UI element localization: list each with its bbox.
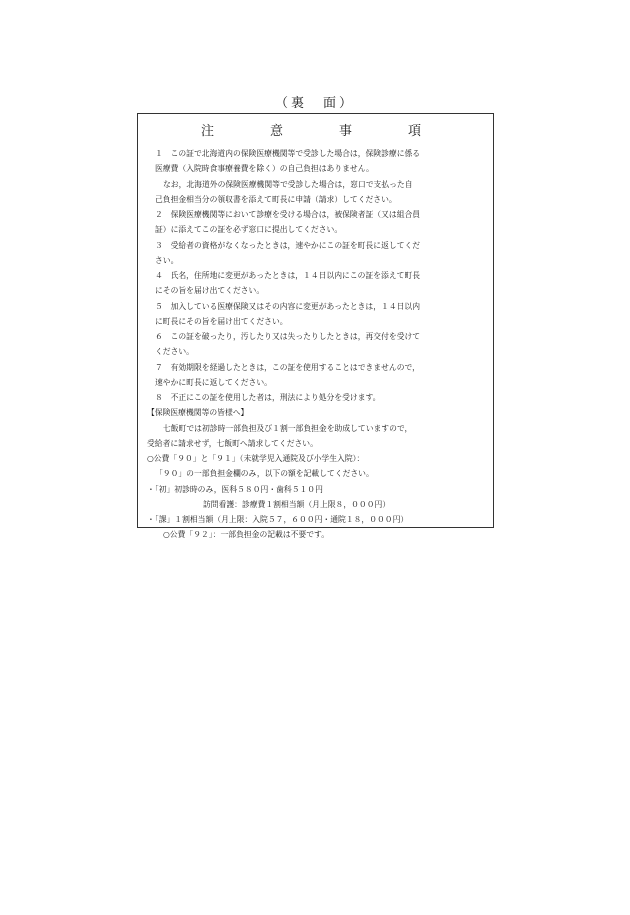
notice-line: 受給者に請求せず，七飯町へ請求してください。 (147, 438, 318, 448)
notice-line: １ この証で北海道内の保険医療機関等で受診した場合は，保険診療に係る (155, 149, 421, 158)
notice-line: ・「初」初診時のみ，医科５８０円・歯科５１０円 (147, 484, 323, 494)
notice-line: 訪問看護：診療費１割相当額（月上限８，０００円） (203, 499, 391, 509)
notice-line: ３ 受給者の資格がなくなったときは，速やかにこの証を町長に返してくだ (155, 240, 421, 250)
notice-line: 証）に添えてこの証を必ず窓口に提出してください。 (155, 225, 343, 235)
notice-line: に町長にその旨を届け出てください。 (155, 316, 288, 326)
notice-line: 「９０」の一部負担金欄のみ，以下の額を記載してください。 (155, 469, 374, 479)
notice-lines (147, 146, 485, 543)
notice-line: 医療費（入院時食事療養費を除く）の自己負担はありません。 (155, 164, 374, 174)
notice-line: ○公費「９０」と「９１」（未就学児入通院及び小学生入院）： (147, 454, 365, 463)
notice-line: ８ 不正にこの証を使用した者は，刑法により処分を受けます。 (155, 393, 381, 402)
notice-line: ２ 保険医療機関等において診療を受ける場合は，被保険者証（又は組合員 (155, 210, 421, 219)
notice-line: 速やかに町長に返してください。 (155, 377, 272, 387)
notice-line: さい。 (155, 255, 179, 265)
notice-line: ・「課」１割相当額（月上限：入院５７，６００円・通院１８，０００円） (147, 515, 409, 524)
notice-line: ６ この証を破ったり，汚したり又は失ったりしたときは，再交付を受けて (155, 332, 421, 341)
notice-line: ください。 (155, 347, 194, 357)
notice-line: ７ 有効期限を経過したときは，この証を使用することはできませんので， (155, 362, 420, 372)
notice-box (137, 113, 494, 540)
notice-line: なお，北海道外の保険医療機関等で受診した場合は，窓口で支払った自 (163, 179, 413, 189)
notice-line: ４ 氏名，住所地に変更があったときは，１４日以内にこの証を添えて町長 (155, 271, 421, 280)
notice-line: ５ 加入している医療保険又はその内容に変更があったときは，１４日以内 (155, 301, 421, 311)
notice-line: 己負担金相当分の領収書を添えて町長に申請（請求）してください。 (155, 194, 397, 204)
notice-line: 七飯町では初診時一部負担及び１割一部負担金を助成していますので， (163, 423, 413, 433)
notice-line: にその旨を届け出てください。 (155, 286, 265, 296)
page-title: （裏 面） (274, 96, 355, 111)
notice-line: ○公費「９２」：一部負担金の記載は不要です。 (163, 530, 330, 540)
notice-heading: 注 意 事 項 (200, 124, 431, 139)
notice-line: 【保険医療機関等の皆様へ】 (147, 408, 249, 418)
